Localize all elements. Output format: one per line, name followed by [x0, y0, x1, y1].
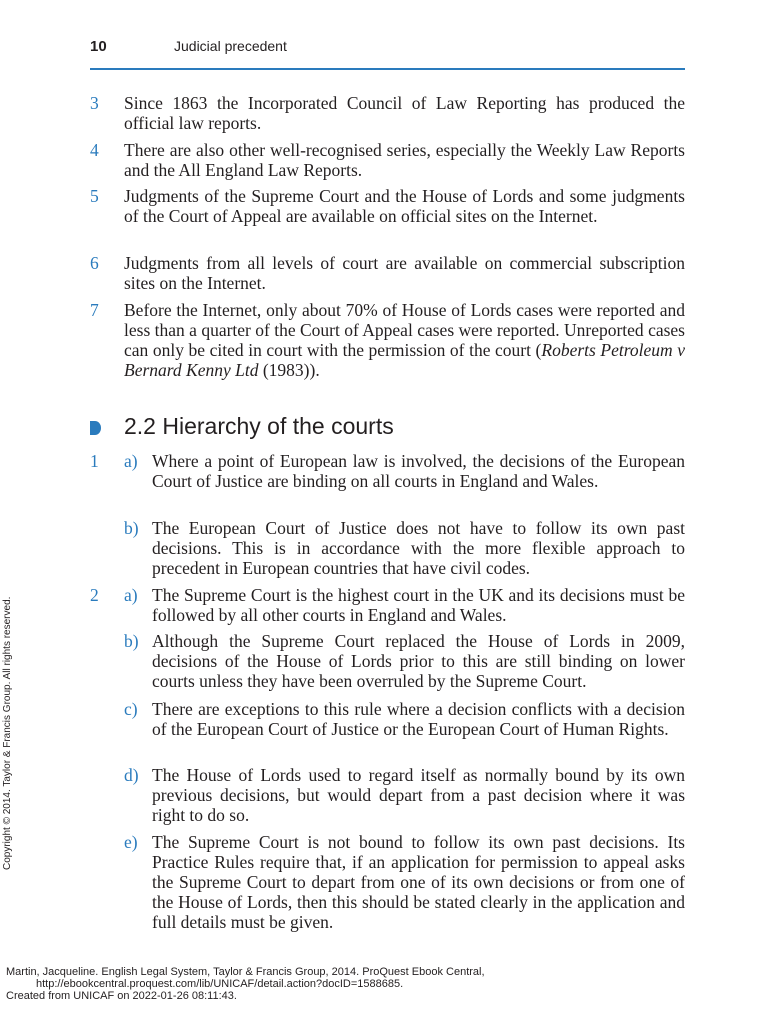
subitem-text: Where a point of European law is involved, the decisions of the European Court of Justice are binding on all courts in England and Wales. — [152, 451, 685, 491]
running-title: Judicial precedent — [174, 38, 287, 54]
subitem-letter: c) — [124, 699, 138, 719]
subitem-text: The Supreme Court is not bound to follow its own past decisions. Its Practice Rules require that, if an application for permission to appeal asks the Supreme Court to depart from one of its own decisions or from one of the House of Lords, then this should be stated clearly in the application and full details must be given. — [152, 832, 685, 932]
subitem-letter: d) — [124, 765, 139, 785]
page-number: 10 — [90, 38, 107, 55]
footer-line: Martin, Jacqueline. English Legal System, Taylor & Francis Group, 2014. ProQuest Ebook Central, — [6, 966, 485, 978]
case-name: Roberts Petroleum v Bernard Kenny Ltd — [124, 340, 685, 380]
subitem-text: Although the Supreme Court replaced the House of Lords in 2009, decisions of the House of Lords prior to this are still binding on lower courts unless they have been overruled by the Supreme Court. — [152, 631, 685, 691]
list-item-number: 4 — [90, 140, 99, 160]
list-item-text-after: (1983)). — [258, 360, 320, 380]
page-header — [90, 38, 685, 70]
subitem-text: There are exceptions to this rule where a decision conflicts with a decision of the European Court of Justice or the European Court of Human Rights. — [152, 699, 685, 739]
copyright-notice: Copyright © 2014. Taylor & Francis Group. All rights reserved. — [2, 596, 13, 870]
group-number: 2 — [90, 585, 99, 605]
citation-footer — [6, 966, 626, 1002]
group-number: 1 — [90, 451, 99, 471]
subitem-letter: a) — [124, 451, 138, 471]
subitem-text: The Supreme Court is the highest court in the UK and its decisions must be followed by all other courts in England and Wales. — [152, 585, 685, 625]
footer-created: Created from UNICAF on 2022-01-26 08:11:43. — [6, 990, 237, 1002]
subitem-letter: a) — [124, 585, 138, 605]
list-item-text — [124, 300, 685, 380]
subitem-text: The House of Lords used to regard itself as normally bound by its own previous decisions, but would depart from a past decision where it was right to do so. — [152, 765, 685, 825]
subitem-letter: e) — [124, 832, 138, 852]
list-item-number: 3 — [90, 93, 99, 113]
list-item-number: 5 — [90, 186, 99, 206]
list-item-number: 7 — [90, 300, 99, 320]
list-item-text: Since 1863 the Incorporated Council of Law Reporting has produced the official law reports. — [124, 93, 685, 133]
footer-url: http://ebookcentral.proquest.com/lib/UNICAF/detail.action?docID=1588685. — [36, 978, 404, 990]
list-item-text: Judgments of the Supreme Court and the House of Lords and some judgments of the Court of Appeal are available on official sites on the Internet. — [124, 186, 685, 226]
list-item-text: Judgments from all levels of court are available on commercial subscription sites on the Internet. — [124, 253, 685, 293]
list-item-text-before: Before the Internet, only about 70% of House of Lords cases were reported and less than a quarter of the Court of Appeal cases were reported. Unreported cases can only be cited in court with the permission of the court ( — [124, 300, 685, 360]
list-item-text: There are also other well-recognised series, especially the Weekly Law Reports and the All England Law Reports. — [124, 140, 685, 180]
subitem-letter: b) — [124, 518, 139, 538]
list-item-number: 6 — [90, 253, 99, 273]
subitem-text: The European Court of Justice does not have to follow its own past decisions. This is in accordance with the more flexible approach to precedent in European countries that have civil codes. — [152, 518, 685, 578]
section-heading: 2.2 Hierarchy of the courts — [124, 413, 394, 439]
section-marker-icon — [90, 421, 101, 435]
subitem-letter: b) — [124, 631, 139, 651]
